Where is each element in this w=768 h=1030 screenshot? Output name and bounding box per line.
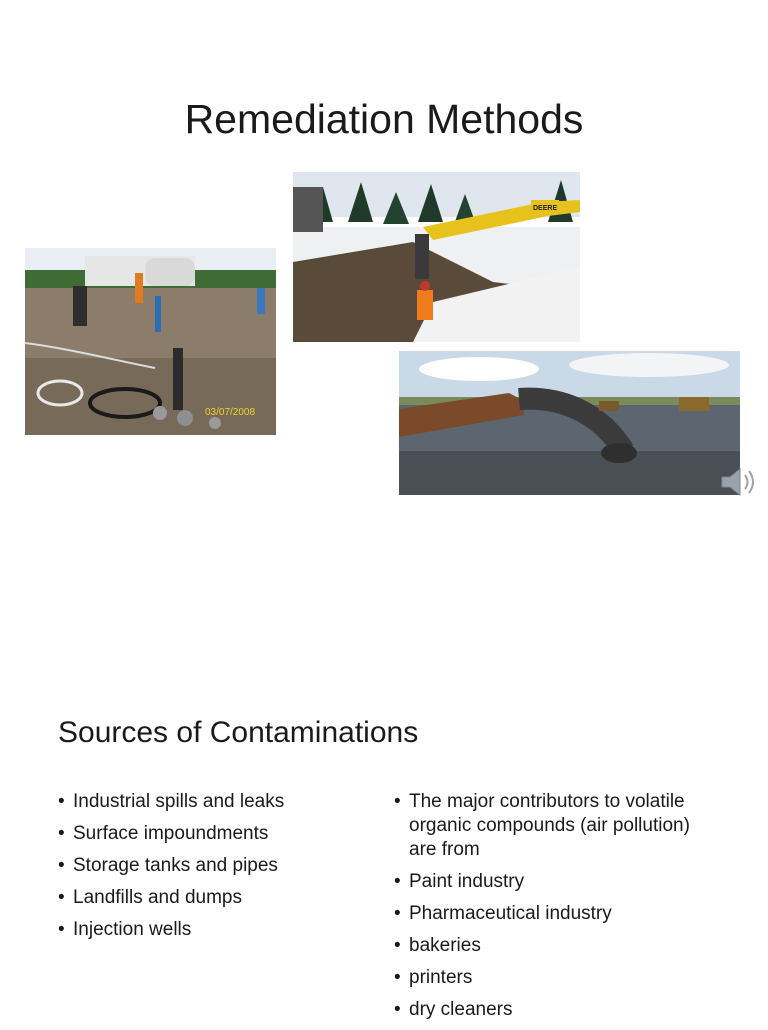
slide-heading: Sources of Contaminations [58, 716, 419, 749]
list-item: • The major contributors to volatile organic compounds (air pollution) are from [394, 791, 690, 860]
list-item: • Pharmaceutical industry [394, 903, 612, 924]
list-item: • Industrial spills and leaks [58, 791, 285, 812]
list-item: • dry cleaners [394, 999, 513, 1020]
speaker-icon[interactable] [716, 462, 760, 502]
list-item: • Surface impoundments [58, 823, 269, 844]
right-bullet-list [394, 790, 714, 1030]
list-item: • printers [394, 967, 473, 988]
slide-title: Remediation Methods [184, 96, 584, 142]
left-bullet-list [58, 790, 368, 950]
deere-logo-text: DEERE [533, 205, 558, 212]
list-item: • Paint industry [394, 871, 525, 892]
date-stamp: 03/07/2008 [205, 407, 256, 418]
list-item: • bakeries [394, 935, 481, 956]
list-item: • Injection wells [58, 919, 192, 940]
monitoring-wells-photo [25, 248, 276, 435]
list-item: • Landfills and dumps [58, 887, 242, 908]
excavation-photo [293, 172, 580, 342]
dredge-pipe-photo [399, 351, 740, 495]
list-item: • Storage tanks and pipes [58, 855, 278, 876]
